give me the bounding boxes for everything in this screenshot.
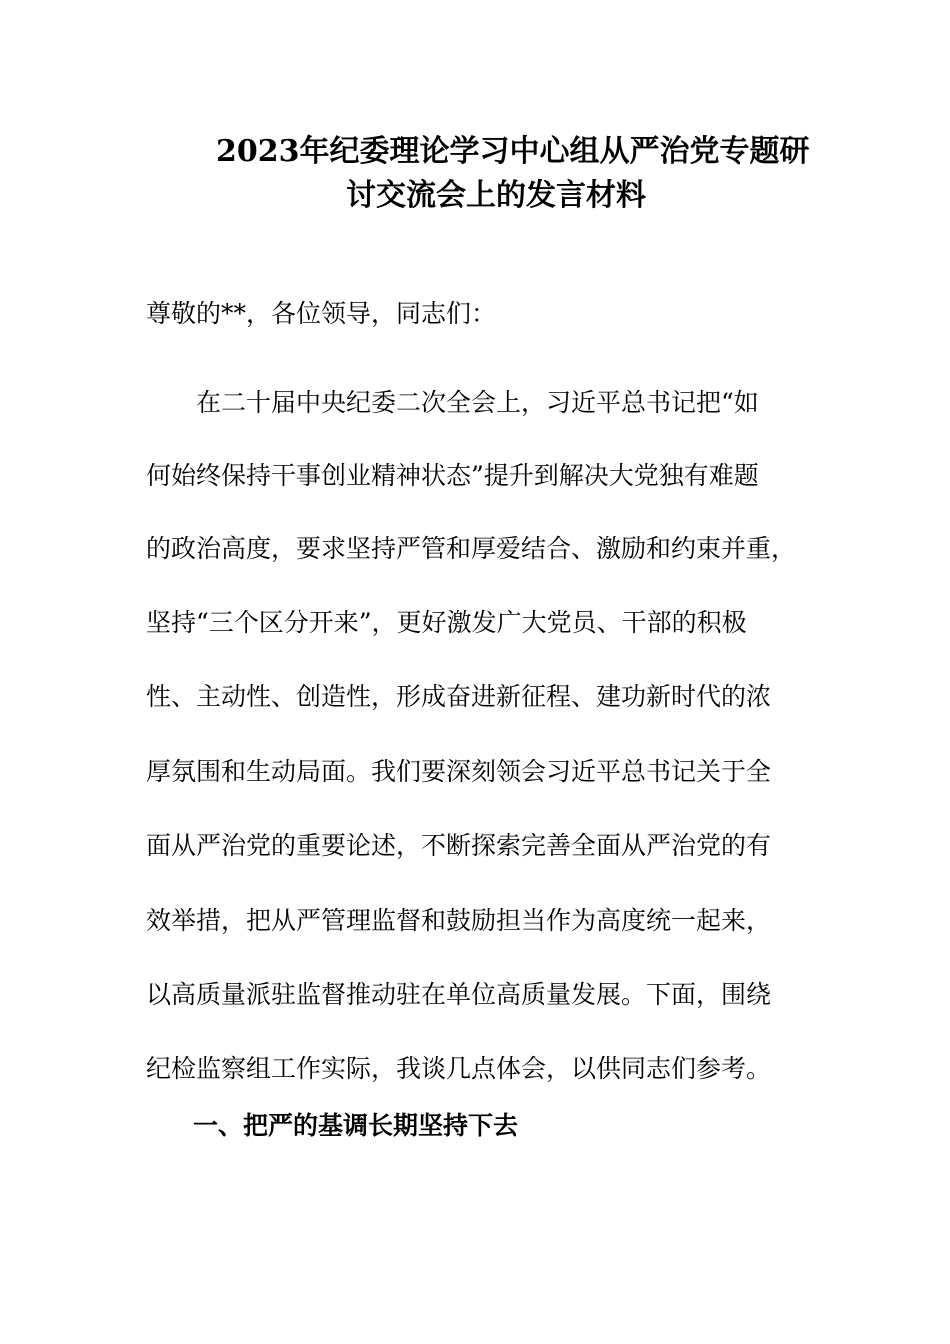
paragraph-line: 的政治高度，要求坚持严管和厚爱结合、激励和约束并重，: [146, 534, 797, 563]
paragraph-line: 效举措，把从严管理监督和鼓励担当作为高度统一起来，: [146, 906, 772, 935]
paragraph-line: 面从严治党的重要论述，不断探索完善全面从严治党的有: [146, 831, 772, 860]
paragraph-line: 以高质量派驻监督推动驻在单位高质量发展。下面，围绕: [146, 980, 772, 1009]
paragraph-line: 纪检监察组工作实际，我谈几点体会，以供同志们参考。: [146, 1054, 772, 1083]
document-title-line-2: 讨交流会上的发言材料: [346, 178, 646, 213]
paragraph-line: 何始终保持干事创业精神状态”提升到解决大党独有难题: [146, 461, 759, 490]
section-heading: 一、把严的基调长期坚持下去: [193, 1111, 519, 1140]
paragraph-line: 在二十届中央纪委二次全会上，习近平总书记把“如: [196, 388, 759, 417]
paragraph-line: 坚持“三个区分开来”，更好激发广大党员、干部的积极: [146, 608, 747, 637]
paragraph-line: 厚氛围和生动局面。我们要深刻领会习近平总书记关于全: [146, 757, 772, 786]
salutation: 尊敬的**，各位领导，同志们：: [146, 299, 497, 328]
paragraph-line: 性、主动性、创造性，形成奋进新征程、建功新时代的浓: [146, 682, 772, 711]
document-title-line-1: 2023年纪委理论学习中心组从严治党专题研: [216, 134, 810, 169]
